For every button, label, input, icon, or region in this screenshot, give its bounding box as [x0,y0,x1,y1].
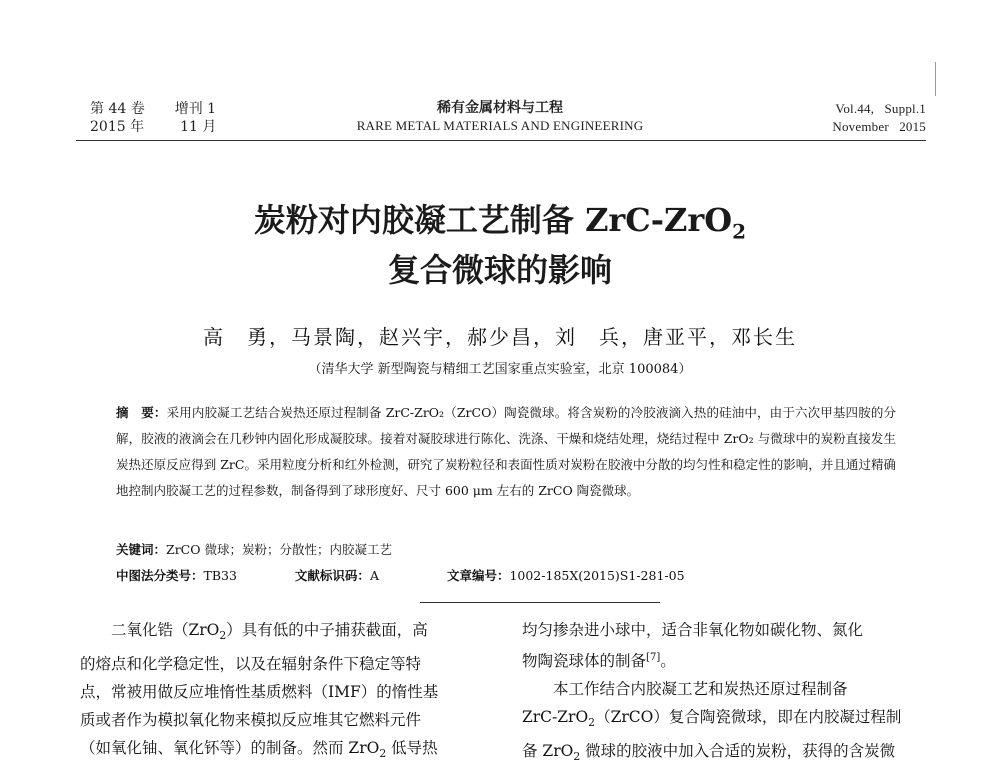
body-right-line2 [522,644,932,675]
issue-cn: 增刊 1 [174,101,217,117]
clc-label: 中图法分类号： [116,568,204,583]
author-list: 高 勇，马景陶，赵兴宇，郝少昌，刘 兵，唐亚平，邓长生 [203,325,797,349]
affiliation: （清华大学 新型陶瓷与精细工艺国家重点实验室，北京 100084） [308,362,692,377]
doc-code-label: 文献标识码： [294,568,370,583]
header-volume-block [90,100,216,136]
keywords-label: 关键词： [116,542,167,557]
keywords-text: ZrCO 微球；炭粉；分散性；内胶凝工艺 [166,542,392,557]
body-left-line5a: （如氧化铀、氧化钚等）的制备。然而 ZrO [80,739,380,758]
article-number-label: 文章编号： [446,568,510,583]
year-cn: 2015 年 [90,119,145,135]
subscript-2: 2 [588,716,596,730]
month-cn: 11 月 [180,119,217,135]
journal-name-block [330,99,670,135]
journal-name-cn: 稀有金属材料与工程 [437,100,563,116]
body-right-line5b: 微球的胶液中加入合适的炭粉，获得的含炭微 [580,742,896,761]
body-right-line1: 均匀掺杂进小球中，适合非氧化物如碳化物、氮化 [522,621,864,639]
citation-ref: [7] [646,652,661,663]
body-right-line2a: 物陶瓷球体的制备 [522,652,647,671]
journal-name-en: RARE METAL MATERIALS AND ENGINEERING [356,118,644,133]
doc-code-value: A [369,568,379,583]
title-line1-text: 炭粉对内胶凝工艺制备 ZrC-ZrO [253,201,733,239]
volume-en: Vol.44, Suppl.1 [835,101,926,116]
paper-title-line2: 复合微球的影响 [387,251,612,289]
title-line1-subscript: 2 [732,219,747,244]
body-left-line [80,616,492,650]
paper-title-line1 [0,200,1000,251]
body-right-line4a: ZrC-ZrO [522,708,589,727]
clc-value: TB33 [203,568,237,583]
body-left-column [80,616,492,768]
abstract-label: 摘 要： [116,405,167,420]
header-rule [76,140,926,141]
edge-mark [935,62,936,96]
body-left-line5 [80,734,492,768]
date-en: November 2015 [832,119,926,134]
body-left-line3: 点，常被用做反应堆惰性基质燃料（IMF）的惰性基 [80,683,439,702]
body-left-line1a: 二氧化锆（ZrO [111,621,220,639]
body-right-line4b: （ZrCO）复合陶瓷微球，即在内胶凝过程制 [595,708,902,727]
body-right-column [522,616,932,771]
body-right-line5a: 备 ZrO [522,742,574,761]
keywords [116,540,392,560]
body-left-line1b: ）具有低的中子捕获截面，高 [226,621,428,639]
body-left-line4: 质或者作为模拟氧化物来模拟反应堆其它燃料元件 [80,711,422,730]
body-right-line3: 本工作结合内胶凝工艺和炭热还原过程制备 [553,680,848,699]
abstract-separator [420,602,660,603]
subscript-2: 2 [379,747,387,761]
body-right-line4 [522,703,932,737]
volume-cn: 第 44 卷 [90,101,145,117]
body-left-line5b: 低导热 [386,739,438,758]
body-right-line5 [522,737,932,771]
abstract-text: 采用内胶凝工艺结合炭热还原过程制备 ZrC-ZrO₂（ZrCO）陶瓷微球。将含炭粉的冷胶液滴入热的硅油中，由于六次甲基四胺的分解，胶液的液滴会在几秒钟内固化形成凝胶球。接着对凝胶球进行陈化、洗涤、干燥和烧结处理，烧结过程中 ZrO₂ 与微球中的炭粉直接发生炭热还原反应得到 ZrC。采用粒度分析和红外检测，研究了炭粉粒径和表面性质对炭粉在胶液中分散的均匀性和稳定性的影响，并且通过精确地控制内胶凝工艺的过程参数，制备得到了球形度好、尺寸 600 μm 左右的 ZrCO 陶瓷微球。 [116,405,896,498]
header-volume-en-block [800,100,926,136]
body-right-line2b: 。 [660,652,676,671]
article-number-value: 1002-185X(2015)S1-281-05 [509,568,685,583]
classification-line [116,566,896,586]
subscript-2: 2 [573,750,581,764]
body-left-line2: 的熔点和化学稳定性，以及在辐射条件下稳定等特 [80,655,422,674]
subscript-2: 2 [219,629,227,643]
abstract [116,400,896,504]
